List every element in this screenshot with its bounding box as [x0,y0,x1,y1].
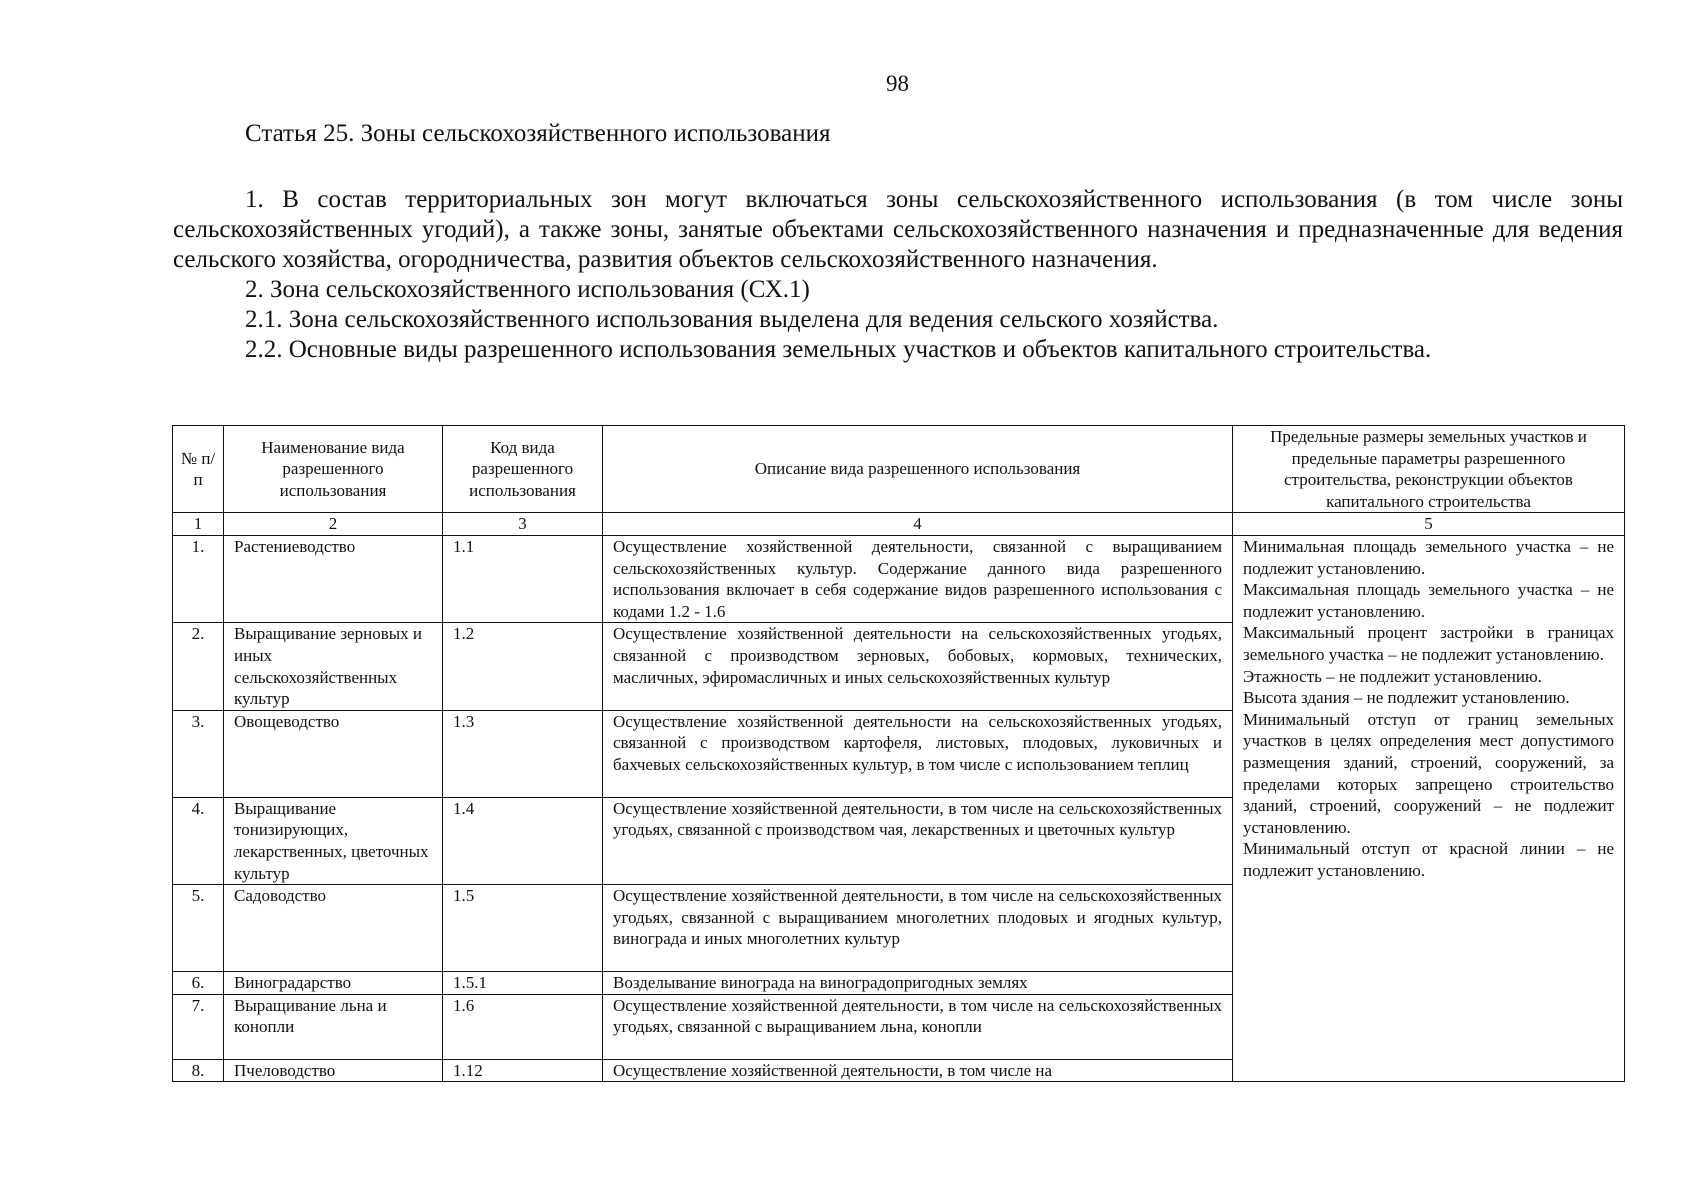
paragraph-1: 1. В состав территориальных зон могут включаться зоны сельскохозяйственного использования (в том числе зоны сельскохозяйственных угодий), а также зоны, занятые объектами сельскохозяйственного назначения и предназначенные для ведения сельского хозяйства, огородничества, развития объектов сельскохозяйственного назначения. [173,186,1623,273]
use-description: Осуществление хозяйственной деятельности, в том числе на [603,1059,1233,1082]
row-number: 1. [173,535,224,622]
header-number: № п/п [173,426,224,513]
column-number: 5 [1233,513,1625,536]
use-name: Виноградарство [224,972,443,995]
column-number: 3 [443,513,603,536]
row-number: 8. [173,1059,224,1082]
use-name: Пчеловодство [224,1059,443,1082]
use-name: Овощеводство [224,710,443,797]
use-code: 1.2 [443,623,603,710]
use-description: Осуществление хозяйственной деятельности, в том числе на сельскохозяйственных угодьях, связанной с производством чая, лекарственных и цветочных культур [603,797,1233,884]
parameter-item: Высота здания – не подлежит установлению. [1243,688,1570,708]
use-code: 1.5 [443,885,603,972]
use-name: Выращивание тонизирующих, лекарственных, цветочных культур [224,797,443,884]
use-code: 1.3 [443,710,603,797]
column-number: 2 [224,513,443,536]
permitted-use-table [172,425,1625,1082]
header-parameters: Предельные размеры земельных участков и предельные параметры разрешенного строительства, реконструкции объектов капитального строительства [1233,426,1625,513]
parameter-item: Минимальный отступ от красной линии – не подлежит установлению. [1243,839,1614,880]
use-code: 1.6 [443,994,603,1059]
paragraph-2-2: 2.2. Основные виды разрешенного использования земельных участков и объектов капитального строительства. [245,336,1432,363]
header-description: Описание вида разрешенного использования [603,426,1233,513]
page-number: 98 [886,71,909,96]
column-number: 4 [603,513,1233,536]
column-number-row [173,513,1625,536]
use-code: 1.12 [443,1059,603,1082]
use-name: Растениеводство [224,535,443,622]
use-description: Осуществление хозяйственной деятельности, в том числе на сельскохозяйственных угодьях, связанной с выращиванием льна, конопли [603,994,1233,1059]
row-number: 4. [173,797,224,884]
row-number: 5. [173,885,224,972]
header-name: Наименование вида разрешенного использования [224,426,443,513]
intro-text [173,185,1623,365]
table-header-row [173,426,1625,513]
parameter-item: Этажность – не подлежит установлению. [1243,666,1542,686]
parameter-item: Максимальная площадь земельного участка – не подлежит установлению. [1243,580,1614,621]
parameter-item: Максимальный процент застройки в границах земельного участка – не подлежит установлению. [1243,623,1614,664]
use-description: Осуществление хозяйственной деятельности, в том числе на сельскохозяйственных угодьях, связанной с выращиванием многолетних плодовых и ягодных культур, винограда и иных многолетних культур [603,885,1233,972]
table-row [173,535,1625,622]
use-code: 1.5.1 [443,972,603,995]
parameter-item: Минимальная площадь земельного участка – не подлежит установлению. [1243,536,1614,578]
row-number: 3. [173,710,224,797]
use-name: Выращивание зерновых и иных сельскохозяйственных культур [224,623,443,710]
row-number: 6. [173,972,224,995]
header-code: Код вида разрешенного использования [443,426,603,513]
row-number: 2. [173,623,224,710]
paragraph-2: 2. Зона сельскохозяйственного использования (СХ.1) [245,276,810,303]
paragraph-2-1: 2.1. Зона сельскохозяйственного использования выделена для ведения сельского хозяйства. [245,306,1219,333]
parameters-cell [1233,535,1625,1081]
use-description: Возделывание винограда на виноградопригодных землях [603,972,1233,995]
use-code: 1.1 [443,535,603,622]
use-description: Осуществление хозяйственной деятельности на сельскохозяйственных угодьях, связанной с производством картофеля, листовых, плодовых, луковичных и бахчевых сельскохозяйственных культур, в том числе с использованием теплиц [603,710,1233,797]
use-name: Выращивание льна и конопли [224,994,443,1059]
row-number: 7. [173,994,224,1059]
use-code: 1.4 [443,797,603,884]
parameter-item: Минимальный отступ от границ земельных участков в целях определения мест допустимого размещения зданий, строений, сооружений, за пределами которых запрещено строительство зданий, строений, сооружений – не подлежит установлению. [1243,709,1614,837]
article-title: Статья 25. Зоны сельскохозяйственного использования [245,120,831,147]
column-number: 1 [173,513,224,536]
use-name: Садоводство [224,885,443,972]
use-description: Осуществление хозяйственной деятельности, связанной с выращиванием сельскохозяйственных культур. Содержание данного вида разрешенного использования включает в себя содержание видов разрешенного использования с кодами 1.2 - 1.6 [603,535,1233,622]
use-description: Осуществление хозяйственной деятельности на сельскохозяйственных угодьях, связанной с производством зерновых, бобовых, кормовых, технических, масличных, эфиромасличных и иных сельскохозяйственных культур [603,623,1233,710]
